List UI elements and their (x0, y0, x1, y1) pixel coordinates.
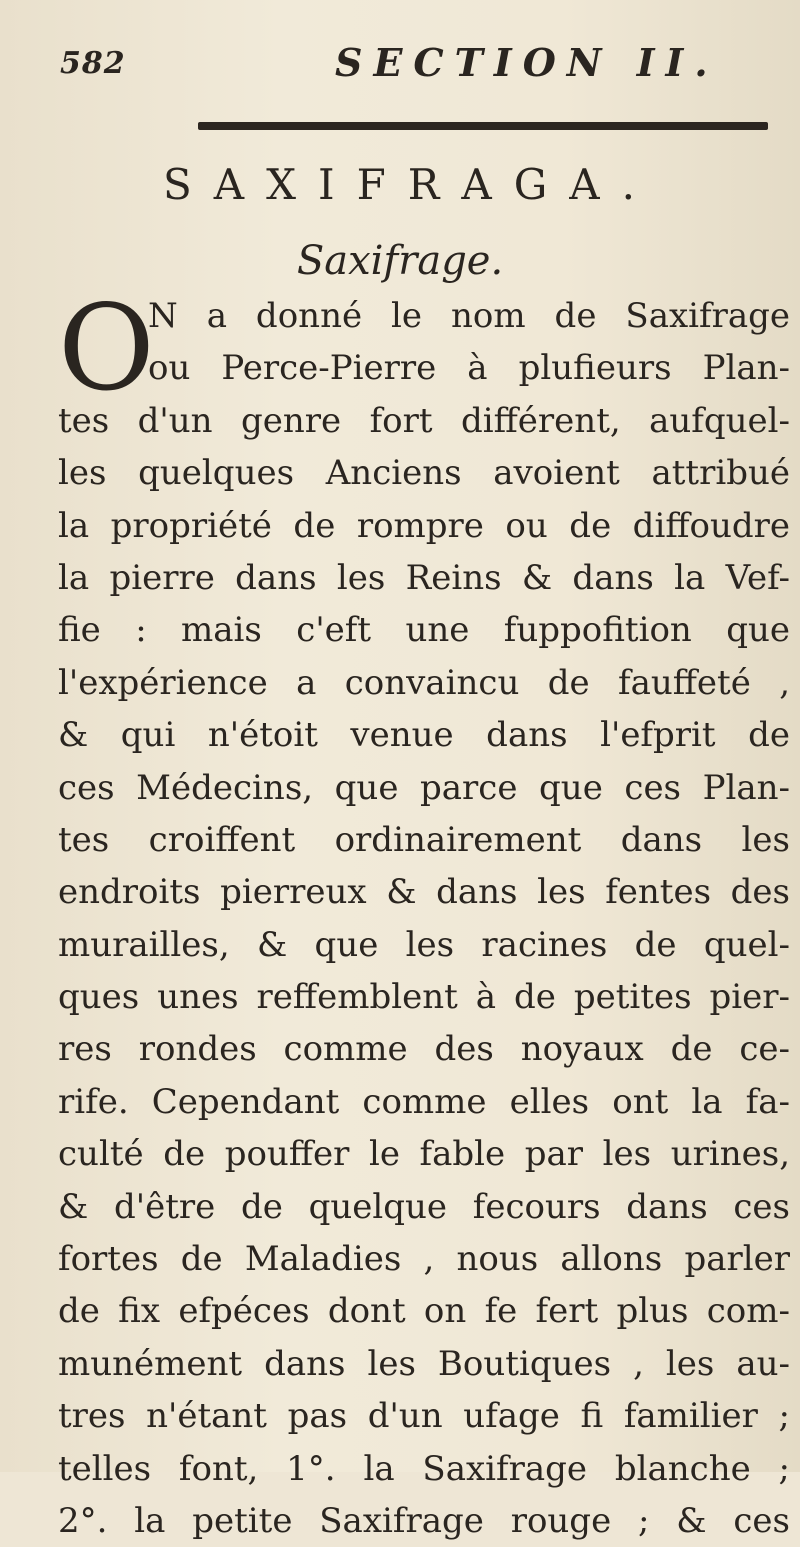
drop-cap: O (58, 279, 155, 417)
text-line: tes d'un genre fort différent, aufquel- (58, 400, 790, 441)
text-line: murailles, & que les racines de quel- (58, 924, 790, 965)
text-line: fortes de Maladies , nous allons parler (58, 1239, 790, 1280)
article-title: SAXIFRAGA. (163, 160, 657, 209)
text-line: munément dans les Boutiques , les au- (58, 1343, 790, 1384)
text-line: tres n'étant pas d'un ufage fi familier ; (58, 1396, 790, 1437)
text-line: ces Médecins, que parce que ces Plan- (58, 767, 790, 808)
section-title: SECTION II. (335, 40, 719, 85)
text-line: ou Perce-Pierre à plufieurs Plan- (148, 348, 790, 389)
text-line: de fix efpéces dont on fe fert plus com- (58, 1291, 790, 1332)
text-line: culté de pouffer le fable par les urines, (58, 1134, 790, 1175)
text-line: ques unes reffemblent à de petites pier- (58, 977, 790, 1018)
text-line: les quelques Anciens avoient attribué (58, 453, 790, 494)
text-line: tes croiffent ordinairement dans les (58, 819, 790, 860)
text-line: la pierre dans les Reins & dans la Vef- (58, 557, 790, 598)
text-line: N a donné le nom de Saxifrage (148, 296, 790, 336)
text-line: endroits pierreux & dans les fentes des (58, 872, 790, 913)
text-line: l'expérience a convaincu de fauffeté , (58, 662, 790, 703)
running-head (0, 40, 800, 90)
text-line: res rondes comme des noyaux de ce- (58, 1029, 790, 1070)
body-text (58, 279, 790, 1547)
text-line: & qui n'étoit venue dans l'efprit de (58, 715, 790, 756)
text-line: 2°. la petite Saxifrage rouge ; & ces (58, 1500, 790, 1541)
header-rule (198, 122, 768, 130)
text-line: & d'être de quelque fecours dans ces (58, 1186, 790, 1227)
text-line: la propriété de rompre ou de diffoudre (58, 505, 790, 546)
page-number: 582 (60, 46, 126, 81)
text-line: fie : mais c'eft une fuppofition que (58, 610, 790, 651)
article-subtitle: Saxifrage. (296, 238, 504, 284)
text-line: rife. Cependant comme elles ont la fa- (58, 1081, 790, 1122)
text-line: telles font, 1°. la Saxifrage blanche ; (58, 1448, 790, 1489)
